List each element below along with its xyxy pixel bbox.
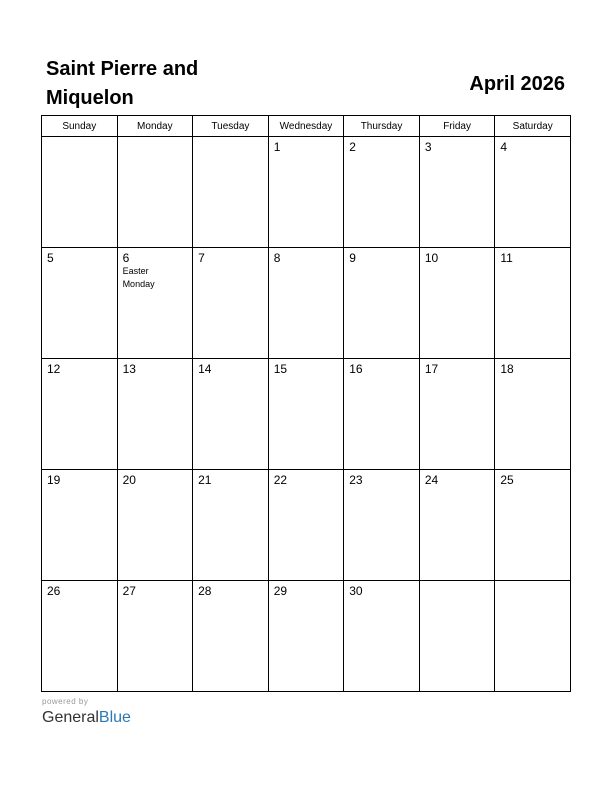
week-row [42, 359, 571, 470]
day-number: 18 [500, 362, 514, 376]
day-number: 29 [273, 584, 288, 598]
weekday-tuesday: Tuesday [193, 116, 269, 137]
weekday-sunday: Sunday [42, 116, 118, 137]
powered-by-text: powered by [42, 697, 89, 706]
empty-day-cell [117, 137, 193, 248]
day-cell-23 [344, 470, 420, 581]
day-number: 23 [349, 473, 363, 487]
day-cell-25 [495, 470, 571, 581]
weekday-header-row [42, 116, 571, 137]
day-cell-1 [268, 137, 344, 248]
day-cell-24 [419, 470, 495, 581]
day-cell-2 [344, 137, 420, 248]
weekday-friday: Friday [419, 116, 495, 137]
day-cell-19 [42, 470, 118, 581]
day-cell-14 [193, 359, 269, 470]
day-number: 22 [273, 473, 288, 487]
generalblue-logo [42, 708, 131, 728]
day-number: 13 [122, 362, 136, 376]
day-cell-30 [344, 581, 420, 692]
day-number: 9 [349, 251, 356, 265]
day-cell-22 [268, 470, 344, 581]
day-number: 1 [273, 140, 281, 154]
week-row [42, 137, 571, 248]
day-cell-5 [42, 248, 118, 359]
empty-day-cell [495, 581, 571, 692]
day-cell-13 [117, 359, 193, 470]
day-number: 21 [198, 473, 212, 487]
day-number: 11 [500, 251, 513, 265]
day-cell-16 [344, 359, 420, 470]
weekday-saturday: Saturday [495, 116, 571, 137]
day-number: 10 [424, 251, 439, 265]
week-row [42, 248, 571, 359]
weekday-thursday: Thursday [344, 116, 420, 137]
day-cell-11 [495, 248, 571, 359]
day-cell-17 [419, 359, 495, 470]
day-cell-28 [193, 581, 269, 692]
empty-day-cell [419, 581, 495, 692]
region-title: Saint Pierre and Miquelon [46, 58, 199, 109]
day-number: 28 [198, 584, 212, 598]
day-cell-8 [268, 248, 344, 359]
day-cell-10 [419, 248, 495, 359]
day-number: 14 [198, 362, 212, 376]
day-number: 16 [349, 362, 363, 376]
day-cell-9 [344, 248, 420, 359]
footer-branding [42, 697, 131, 728]
day-number: 17 [424, 362, 439, 376]
day-number: 27 [122, 584, 136, 598]
empty-day-cell [42, 137, 118, 248]
day-number: 3 [424, 140, 432, 154]
weekday-monday: Monday [117, 116, 193, 137]
day-number: 2 [349, 140, 356, 154]
day-cell-21 [193, 470, 269, 581]
day-number: 25 [500, 473, 514, 487]
holiday-label: Easter Monday [122, 266, 155, 289]
day-cell-7 [193, 248, 269, 359]
day-number: 20 [122, 473, 136, 487]
day-number: 19 [47, 473, 61, 487]
day-cell-15 [268, 359, 344, 470]
day-cell-6 [117, 248, 193, 359]
calendar-grid [41, 115, 571, 692]
day-cell-3 [419, 137, 495, 248]
day-number: 4 [500, 140, 508, 154]
day-number: 7 [198, 251, 205, 265]
week-row [42, 581, 571, 692]
day-number: 15 [273, 362, 288, 376]
day-cell-4 [495, 137, 571, 248]
week-row [42, 470, 571, 581]
day-cell-12 [42, 359, 118, 470]
empty-day-cell [193, 137, 269, 248]
month-title: April 2026 [469, 73, 565, 95]
day-cell-20 [117, 470, 193, 581]
day-cell-29 [268, 581, 344, 692]
brand-general: General [42, 709, 99, 726]
day-cell-18 [495, 359, 571, 470]
day-number: 8 [273, 251, 281, 265]
day-number: 24 [424, 473, 439, 487]
day-number: 5 [47, 251, 54, 265]
day-number: 30 [349, 584, 363, 598]
brand-blue: Blue [98, 709, 131, 726]
weekday-wednesday: Wednesday [268, 116, 344, 137]
day-number: 6 [122, 251, 130, 265]
day-cell-26 [42, 581, 118, 692]
day-cell-27 [117, 581, 193, 692]
day-number: 12 [47, 362, 61, 376]
day-number: 26 [47, 584, 61, 598]
